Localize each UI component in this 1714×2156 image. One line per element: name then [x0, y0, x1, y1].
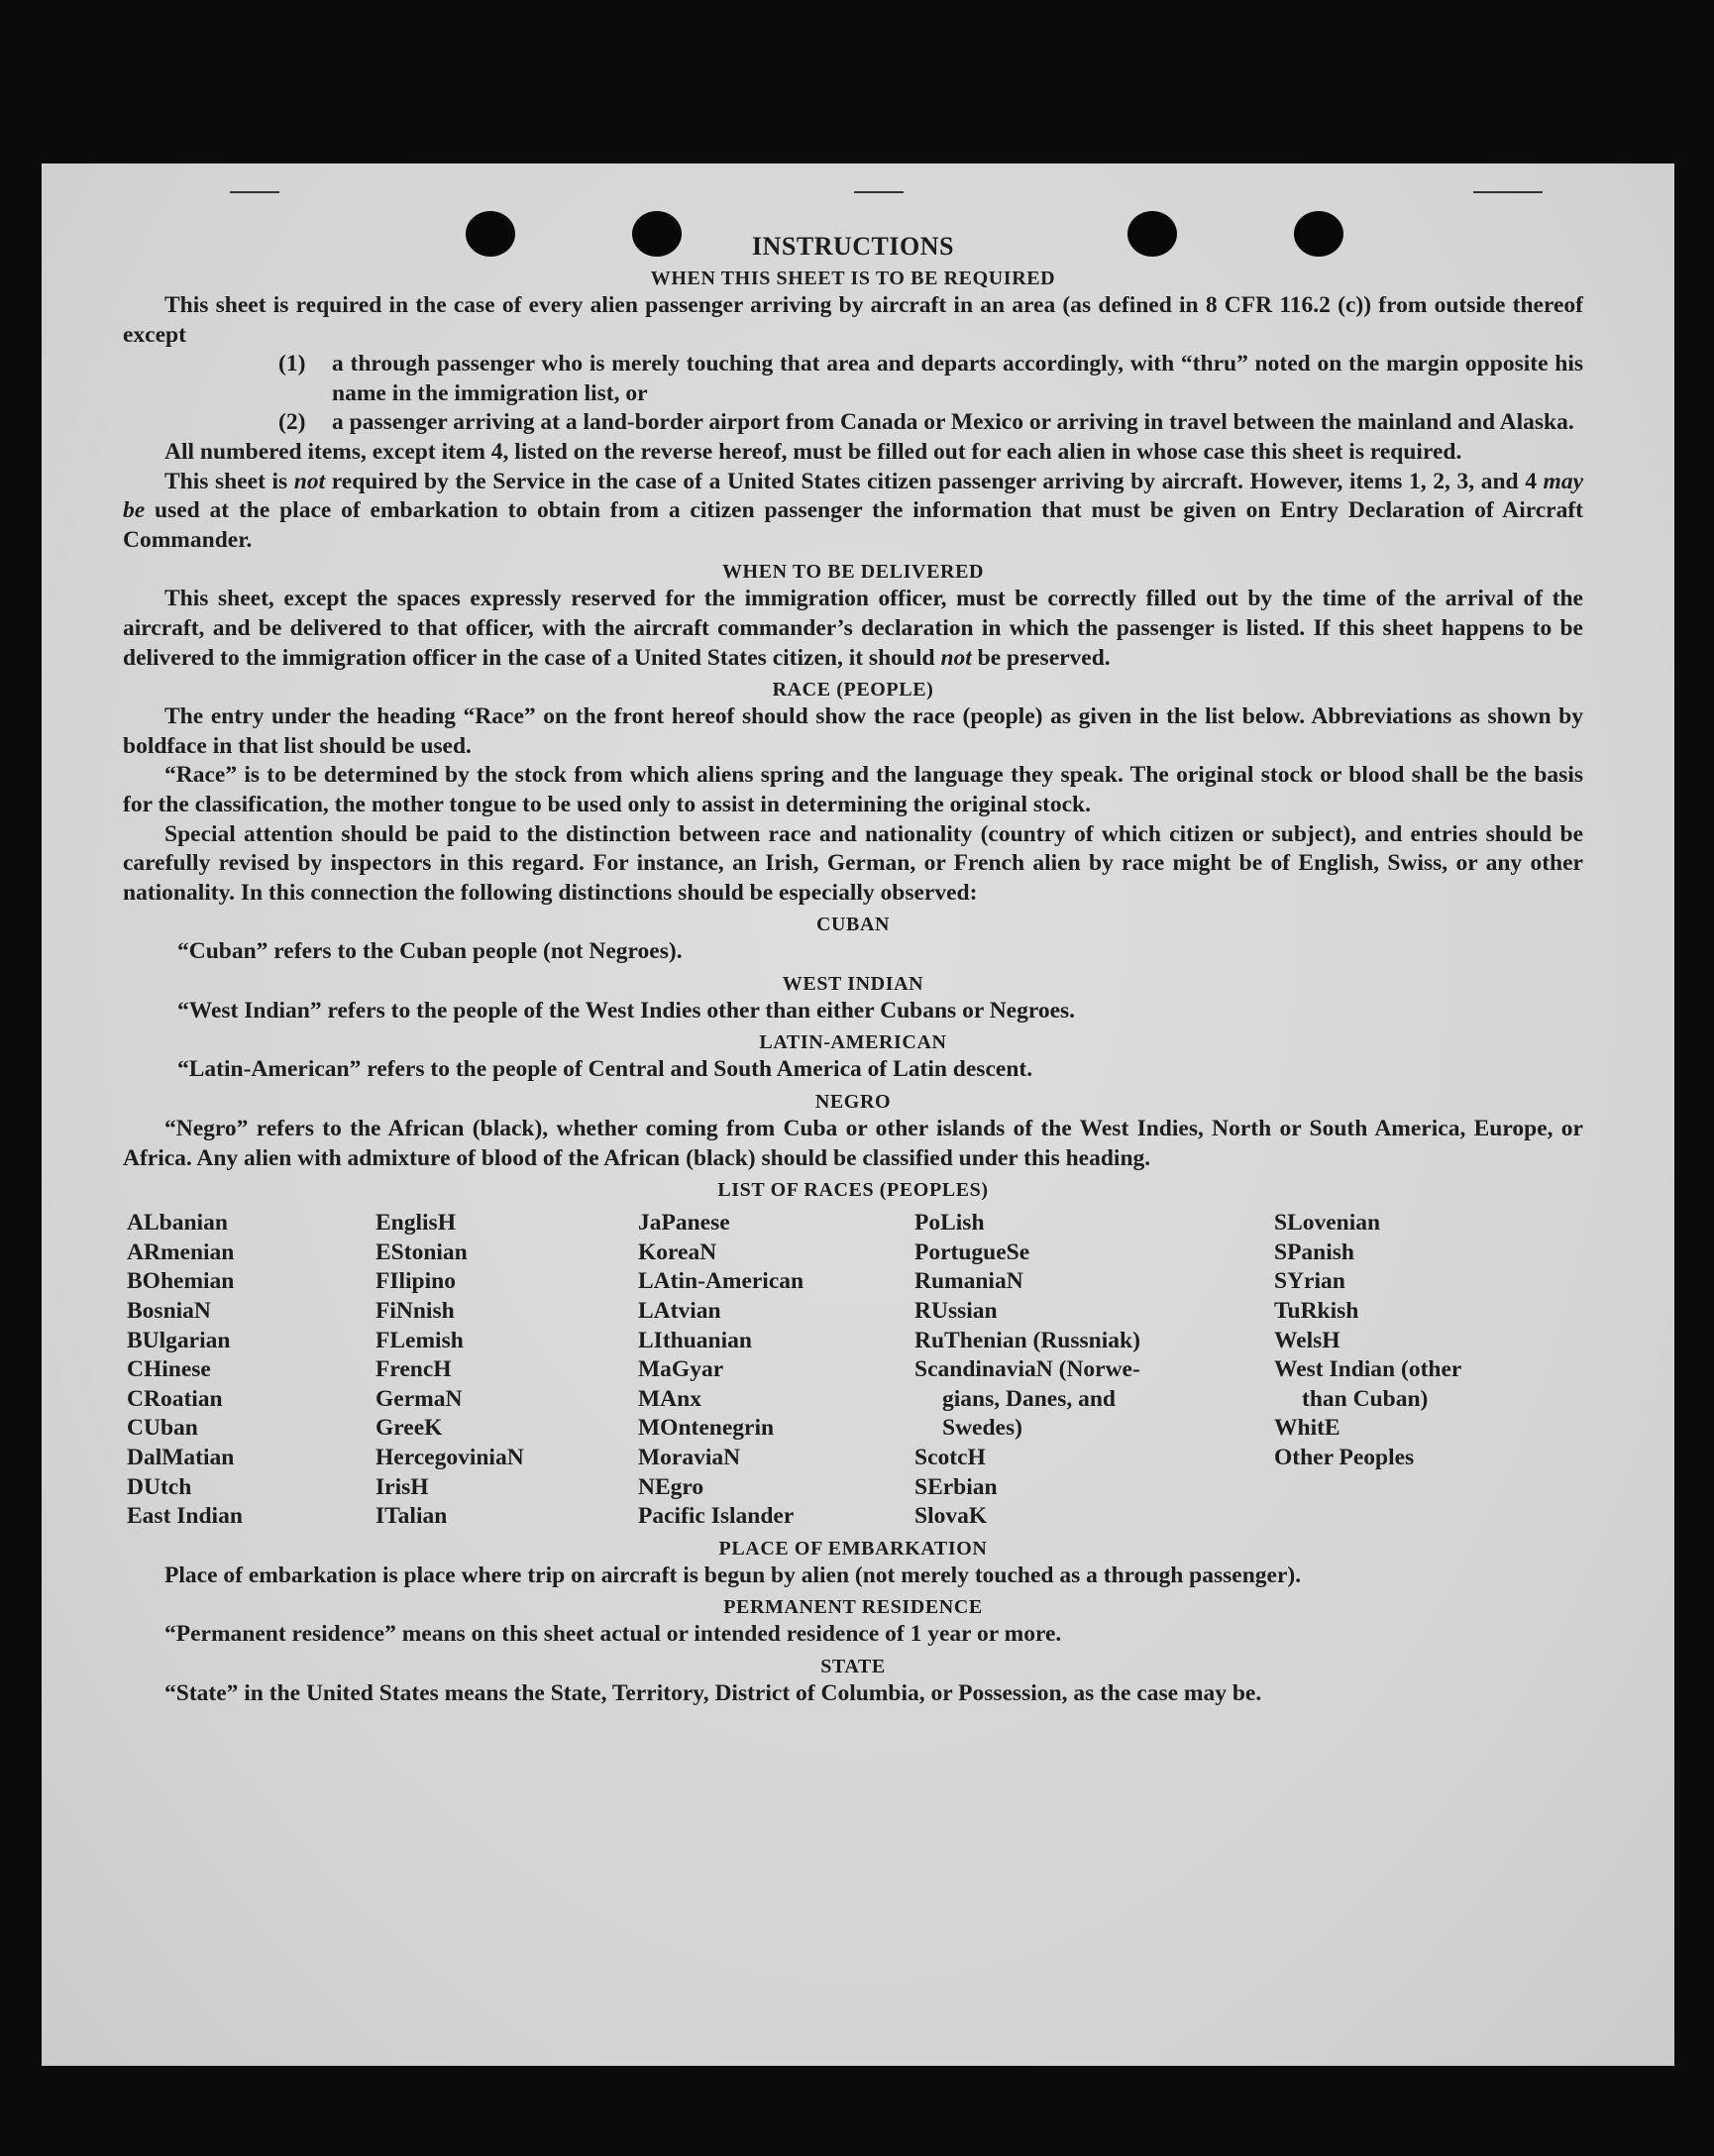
citizen-paragraph	[123, 468, 1583, 556]
race-entry: CHinese	[127, 1356, 211, 1383]
section-heading-latin-american: LATIN-AMERICAN	[759, 1031, 947, 1054]
race-entry: SlovaK	[914, 1503, 988, 1530]
race-entry: LAtin-American	[638, 1268, 804, 1295]
race-entry: East Indian	[127, 1503, 243, 1530]
state-definition: “State” in the United States means the State, Territory, District of Columbia, or Possession, as the case may be.	[164, 1679, 1262, 1706]
race-entry: ALbanian	[127, 1210, 228, 1237]
race-entry: RUssian	[914, 1298, 998, 1325]
negro-definition: “Negro” refers to the African (black), whether coming from Cuba or other islands of the West Indies, North or South America, Europe, or Africa. Any alien with admixture of blood of the African (black) should be classified under this heading.	[123, 1116, 1583, 1171]
race-entry: ITalian	[375, 1503, 448, 1530]
race-entry: GreeK	[375, 1415, 443, 1442]
races-column-5	[1274, 1209, 1571, 1532]
race-entry-continuation: Swedes)	[942, 1415, 1022, 1442]
emphasis-not: not	[940, 644, 972, 671]
race-entry: MoraviaN	[638, 1445, 741, 1470]
race-entry: Other Peoples	[1274, 1445, 1415, 1470]
section-heading-residence: PERMANENT RESIDENCE	[723, 1596, 983, 1619]
delivered-paragraph	[123, 585, 1583, 673]
race-entry: SErbian	[914, 1473, 998, 1500]
race-entry: BUlgarian	[127, 1327, 231, 1353]
race-entry: FLemish	[375, 1327, 464, 1353]
when-required-intro: This sheet is required in the case of every alien passenger arriving by aircraft in an area (as defined in 8 CFR 116.2 (c)) from outside thereof except	[123, 292, 1583, 348]
race-entry: RuThenian (Russniak)	[914, 1327, 1140, 1353]
race-entry: SLovenian	[1274, 1210, 1381, 1237]
races-column-4	[914, 1209, 1274, 1532]
races-column-3	[638, 1209, 914, 1532]
race-entry: NEgro	[638, 1473, 704, 1500]
race-entry: SPanish	[1274, 1239, 1354, 1265]
race-paragraph-3: Special attention should be paid to the distinction between race and nationality (country of which citizen or subject), and entries should be carefully revised by inspectors in this regard. For instance, an Irish, German, or French alien by race might be of English, Swiss, or any other nationality. In this connection the following distinctions should be especially observed:	[123, 820, 1583, 906]
race-entry: MaGyar	[638, 1356, 724, 1383]
race-paragraph-1: The entry under the heading “Race” on the front hereof should show the race (people) as given in the list below. Abbreviations as shown by boldface in that list should be used.	[123, 703, 1583, 759]
emphasis-not: not	[293, 468, 326, 494]
race-entry: West Indian (other	[1274, 1356, 1462, 1383]
exception-item-1	[123, 350, 1583, 408]
race-entry: LIthuanian	[638, 1327, 752, 1353]
text-run: be preserved.	[971, 644, 1111, 671]
race-entry: PoLish	[914, 1210, 985, 1237]
numbered-items-paragraph: All numbered items, except item 4, listed on the reverse hereof, must be filled out for each alien in whose case this sheet is required.	[164, 438, 1462, 465]
section-heading-when-required: WHEN THIS SHEET IS TO BE REQUIRED	[650, 268, 1056, 289]
race-entry: BOhemian	[127, 1268, 235, 1295]
section-heading-embarkation: PLACE OF EMBARKATION	[718, 1537, 988, 1560]
race-entry: RumaniaN	[914, 1268, 1023, 1295]
cuban-definition: “Cuban” refers to the Cuban people (not Negroes).	[177, 938, 683, 965]
top-rule-mark	[230, 191, 279, 193]
race-entry-continuation: gians, Danes, and	[942, 1385, 1116, 1412]
text-run: used at the place of embarkation to obtain from a citizen passenger the information that must be given on Entry Declaration of Aircraft Commander.	[123, 497, 1583, 553]
exception-number: (1)	[278, 351, 306, 377]
race-entry: WhitE	[1274, 1415, 1340, 1442]
exception-item-2	[123, 408, 1583, 438]
section-heading-list-of-races: LIST OF RACES (PEOPLES)	[717, 1179, 989, 1202]
races-column-1	[127, 1209, 375, 1532]
section-heading-negro: NEGRO	[814, 1091, 892, 1114]
race-entry: TuRkish	[1274, 1298, 1359, 1325]
race-entry: FIlipino	[375, 1268, 456, 1295]
race-entry-continuation: than Cuban)	[1302, 1385, 1429, 1412]
race-paragraph-2: “Race” is to be determined by the stock from which aliens spring and the language they speak. The original stock or blood shall be the basis for the classification, the mother tongue to be used only to assist in determining the original stock.	[123, 762, 1583, 817]
text-run: This sheet is	[164, 468, 294, 494]
section-heading-state: STATE	[820, 1655, 886, 1677]
race-entry: JaPanese	[638, 1210, 730, 1237]
race-entry: WelsH	[1274, 1327, 1340, 1353]
page-title: INSTRUCTIONS	[752, 232, 954, 261]
exception-number: (2)	[278, 409, 306, 436]
top-rule-mark	[854, 191, 904, 193]
embarkation-definition: Place of embarkation is place where trip on aircraft is begun by alien (not merely touched as a through passenger).	[164, 1562, 1302, 1588]
race-entry: BosniaN	[127, 1298, 211, 1325]
race-entry: CRoatian	[127, 1385, 223, 1412]
race-entry: EStonian	[375, 1239, 468, 1265]
section-heading-west-indian: WEST INDIAN	[782, 972, 924, 995]
section-heading-cuban: CUBAN	[815, 914, 891, 936]
section-heading-delivered: WHEN TO BE DELIVERED	[721, 561, 985, 584]
race-entry: MAnx	[638, 1385, 701, 1412]
exception-text: a through passenger who is merely touching that area and departs accordingly, with “thru” noted on the margin opposite his name in the immigration list, or	[332, 351, 1583, 406]
text-run: required by the Service in the case of a United States citizen passenger arriving by aircraft. However, items 1, 2, 3, and 4	[325, 468, 1544, 494]
instructions-body	[123, 232, 1583, 1709]
race-entry: CUban	[127, 1415, 198, 1442]
west-indian-definition: “West Indian” refers to the people of the West Indies other than either Cubans or Negroes.	[177, 997, 1076, 1024]
race-entry: DalMatian	[127, 1445, 235, 1470]
races-column-2	[375, 1209, 638, 1532]
race-entry: LAtvian	[638, 1298, 721, 1325]
race-entry: EnglisH	[375, 1210, 456, 1237]
race-entry: GermaN	[375, 1385, 463, 1412]
race-entry: SYrian	[1274, 1268, 1345, 1295]
race-entry: ScandinaviaN (Norwe-	[914, 1356, 1140, 1383]
race-entry: PortugueSe	[914, 1239, 1030, 1265]
emphasis-may-be: may be	[123, 468, 1584, 524]
race-entry: ScotcH	[914, 1445, 986, 1470]
races-list	[123, 1209, 1583, 1532]
race-entry: FrencH	[375, 1356, 452, 1383]
exception-text: a passenger arriving at a land-border airport from Canada or Mexico or arriving in travel between the mainland and Alaska.	[332, 409, 1574, 436]
section-heading-race: RACE (PEOPLE)	[772, 679, 934, 701]
latin-american-definition: “Latin-American” refers to the people of Central and South America of Latin descent.	[177, 1056, 1033, 1083]
race-entry: DUtch	[127, 1473, 192, 1500]
residence-definition: “Permanent residence” means on this sheet actual or intended residence of 1 year or more.	[164, 1621, 1062, 1648]
race-entry: KoreaN	[638, 1239, 717, 1265]
race-entry: IrisH	[375, 1473, 429, 1500]
race-entry: FiNnish	[375, 1298, 455, 1325]
race-entry: Pacific Islander	[638, 1503, 795, 1530]
text-run: This sheet, except the spaces expressly reserved for the immigration officer, must be correctly filled out by the time of the arrival of the aircraft, and be delivered to that officer, with the aircraft commander’s declaration in which the passenger is listed. If this sheet happens to be delivered to the immigration officer in the case of a United States citizen, it should	[123, 586, 1583, 671]
race-entry: ARmenian	[127, 1239, 235, 1265]
race-entry: HercegoviniaN	[375, 1445, 524, 1470]
race-entry: MOntenegrin	[638, 1415, 775, 1442]
top-rule-mark	[1473, 191, 1543, 193]
